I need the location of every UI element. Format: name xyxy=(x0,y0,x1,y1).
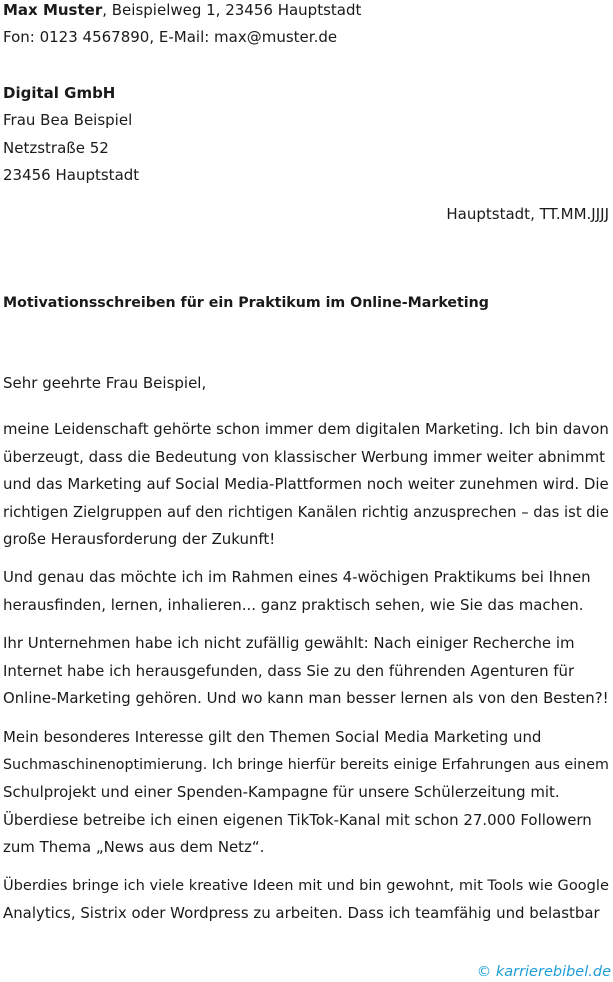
sender-name: Max Muster xyxy=(3,1,103,19)
paragraph-line: und das Marketing auf Social Media-Plattformen noch weiter zunehmen wird. Die xyxy=(3,475,609,493)
paragraph-line: Schulprojekt und einer Spenden-Kampagne für unsere Schülerzeitung mit. xyxy=(3,783,560,801)
paragraph-line: herausfinden, lernen, inhalieren... ganz praktisch sehen, wie Sie das machen. xyxy=(3,595,584,614)
paragraph-4 xyxy=(3,724,611,862)
paragraph-5 xyxy=(3,872,611,927)
paragraph-line: Und genau das möchte ich im Rahmen eines 4-wöchigen Praktikums bei Ihnen xyxy=(3,568,591,586)
recipient-city: 23456 Hauptstadt xyxy=(3,166,140,184)
paragraph-line: Online-Marketing gehören. Und wo kann man besser lernen als von den Besten?! xyxy=(3,689,609,707)
sender-line xyxy=(3,0,361,20)
paragraph-line: zum Thema „News aus dem Netz“. xyxy=(3,838,265,856)
paragraph-line: große Herausforderung der Zukunft! xyxy=(3,530,276,548)
sender-address: , Beispielweg 1, 23456 Hauptstadt xyxy=(102,1,362,19)
date-line: Hauptstadt, TT.MM.JJJJ xyxy=(446,205,609,223)
paragraph-line: richtigen Zielgruppen auf den richtigen Kanälen richtig anzusprechen – das ist die xyxy=(3,503,609,521)
paragraph-line: Analytics, Sistrix oder Wordpress zu arbeiten. Dass ich teamfähig und belastbar xyxy=(3,903,600,922)
paragraph-line: überzeugt, dass die Bedeutung von klassischer Werbung immer weiter abnimmt xyxy=(3,447,606,466)
paragraph-3 xyxy=(3,630,611,713)
paragraph-line: Ihr Unternehmen habe ich nicht zufällig gewählt: Nach einiger Recherche im xyxy=(3,634,575,652)
watermark-text: © karrierebibel.de xyxy=(476,964,611,980)
paragraph-2 xyxy=(3,564,611,619)
paragraph-1 xyxy=(3,416,611,554)
paragraph-line: meine Leidenschaft gehörte schon immer dem digitalen Marketing. Ich bin davon xyxy=(3,420,609,438)
subject-line: Motivationsschreiben für ein Praktikum im Online-Marketing xyxy=(3,295,489,311)
paragraph-line: Suchmaschinenoptimierung. Ich bringe hierfür bereits einige Erfahrungen aus einem xyxy=(3,756,609,773)
sender-contact: Fon: 0123 4567890, E-Mail: max@muster.de xyxy=(3,28,338,46)
recipient-company: Digital GmbH xyxy=(3,84,116,102)
recipient-street: Netzstraße 52 xyxy=(3,139,109,157)
paragraph-line: Überdiese betreibe ich einen eigenen TikTok-Kanal mit schon 27.000 Followern xyxy=(3,810,592,829)
paragraph-line: Überdies bringe ich viele kreative Ideen mit und bin gewohnt, mit Tools wie Google xyxy=(3,877,609,894)
paragraph-line: Mein besonderes Interesse gilt den Themen Social Media Marketing und xyxy=(3,728,542,746)
salutation: Sehr geehrte Frau Beispiel, xyxy=(3,374,207,392)
paragraph-line: Internet habe ich herausgefunden, dass Sie zu den führenden Agenturen für xyxy=(3,661,575,680)
recipient-person: Frau Bea Beispiel xyxy=(3,111,133,129)
